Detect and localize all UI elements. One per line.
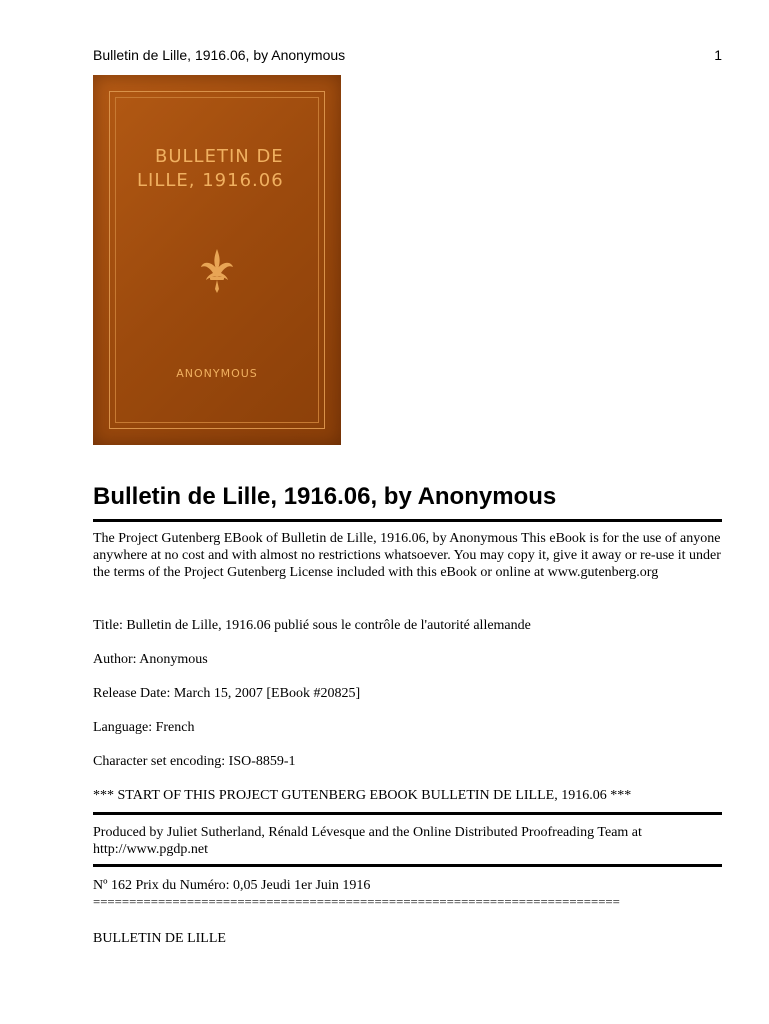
meta-title: Title: Bulletin de Lille, 1916.06 publié sous le contrôle de l'autorité allemande [93,618,531,633]
cover-title-line2: LILLE, 1916.06 [137,170,284,191]
page-title: Bulletin de Lille, 1916.06, by Anonymous [93,483,557,510]
credits-rule [93,864,722,867]
title-rule [93,519,722,522]
meta-encoding: Character set encoding: ISO-8859-1 [93,754,296,769]
cover-title [123,145,323,193]
credits-paragraph: Produced by Juliet Sutherland, Rénald Lévesque and the Online Distributed Proofreading Team at http://www.pgdp.net [93,825,642,857]
page-number: 1 [714,47,722,63]
cover-title-line1: BULLETIN DE [155,146,284,167]
start-marker: *** START OF THIS PROJECT GUTENBERG EBOOK BULLETIN DE LILLE, 1916.06 *** [93,788,632,803]
meta-author: Author: Anonymous [93,652,208,667]
separator-line: ========================================================================= [93,895,620,909]
start-rule [93,812,722,815]
issue-line: Nº 162 Prix du Numéro: 0,05 Jeudi 1er Juin 1916 [93,878,371,893]
page-header [93,46,722,64]
intro-paragraph: The Project Gutenberg EBook of Bulletin de Lille, 1916.06, by Anonymous This eBook is for the use of anyone anywhere at no cost and with almost no restrictions whatsoever. You may copy it, give it away or re-use it under the terms of the Project Gutenberg License included with this eBook or online at www.gutenberg.org [93,531,721,580]
section-heading: BULLETIN DE LILLE [93,931,226,946]
running-title: Bulletin de Lille, 1916.06, by Anonymous [93,47,346,63]
cover-author: ANONYMOUS [176,367,258,380]
fleur-de-lis-icon [197,245,237,295]
meta-release-date: Release Date: March 15, 2007 [EBook #20825] [93,686,361,701]
book-cover [93,75,341,445]
meta-language: Language: French [93,720,195,735]
